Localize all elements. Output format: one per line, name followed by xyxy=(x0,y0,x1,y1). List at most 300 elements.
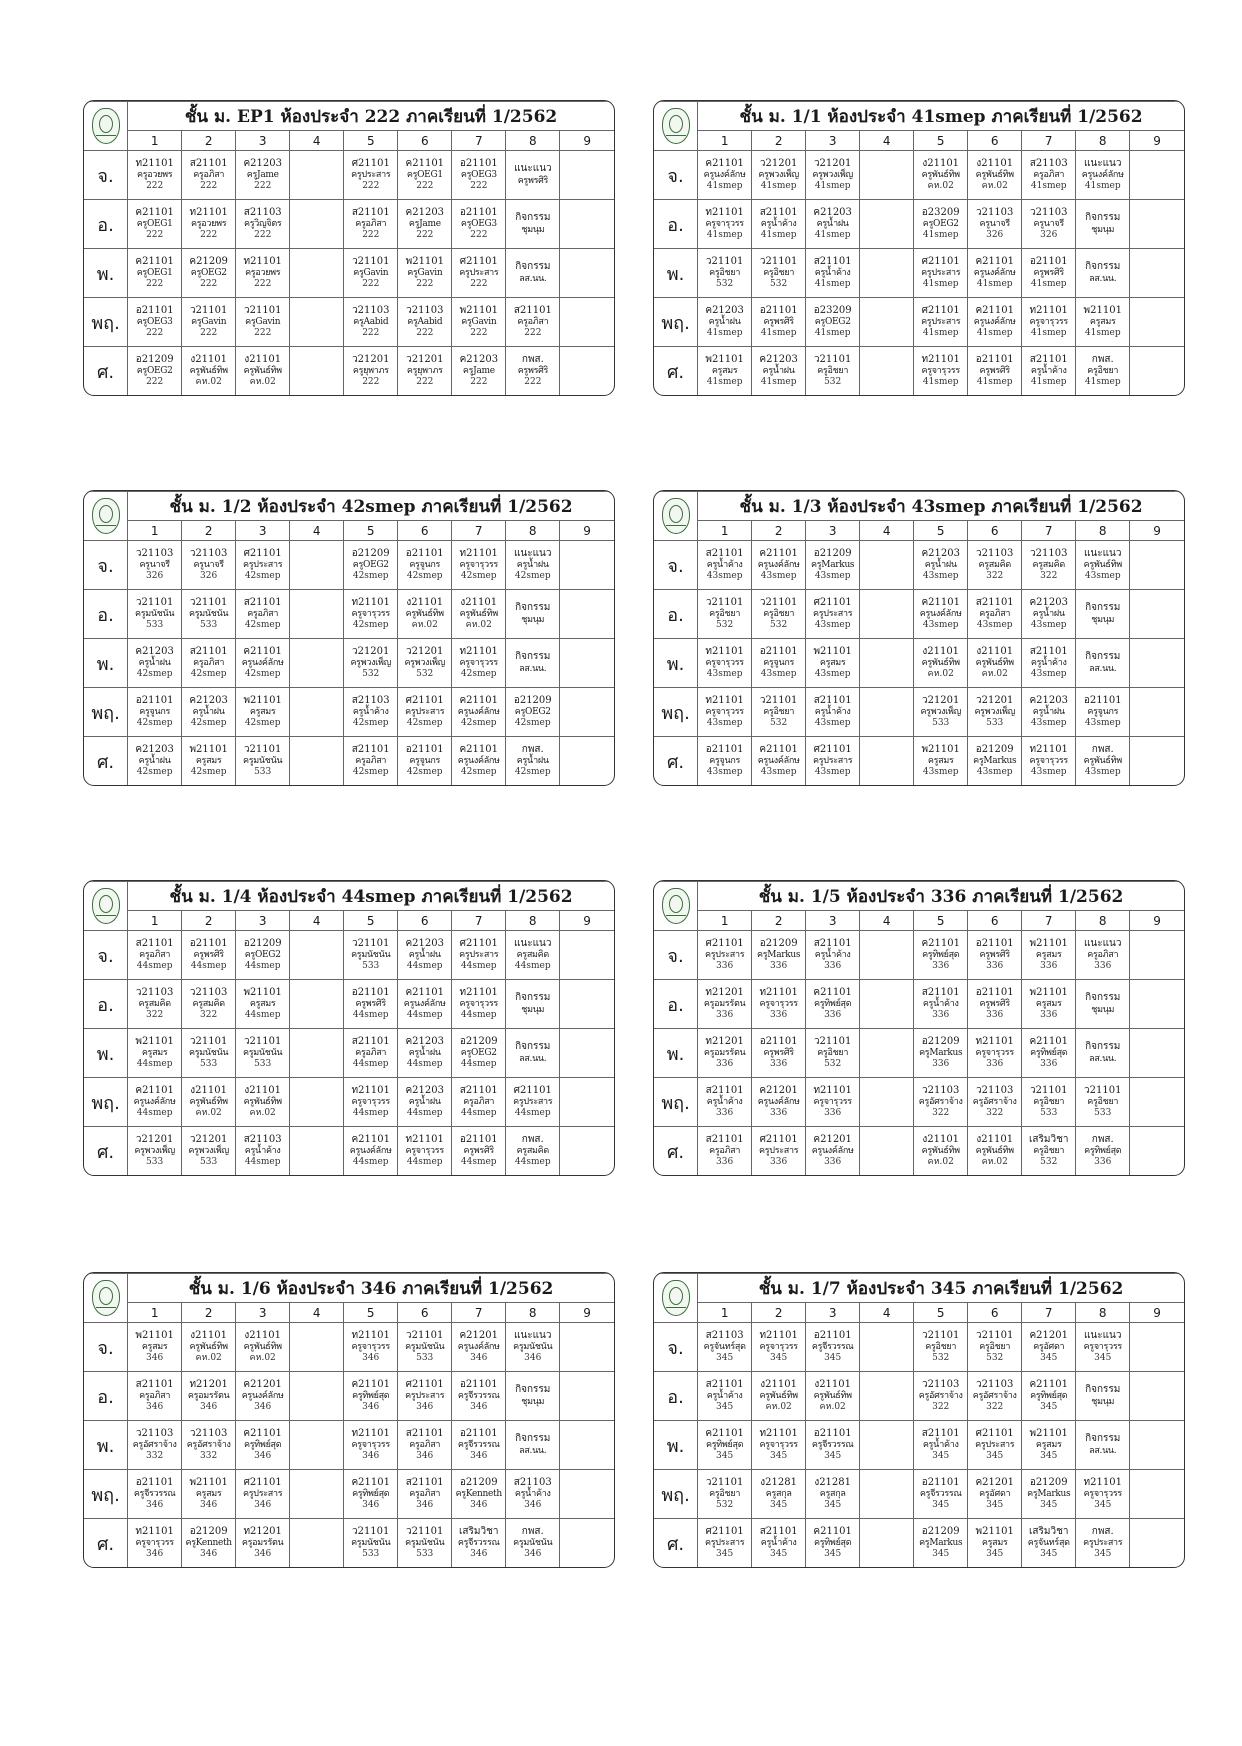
day-row xyxy=(654,737,1184,786)
schedule-cell xyxy=(914,737,968,786)
subject-code: แนะแนว xyxy=(1083,937,1122,949)
schedule-cell xyxy=(398,1127,452,1176)
period-header: 8 xyxy=(1076,131,1130,151)
period-header: 3 xyxy=(236,521,290,541)
room-number: 322 xyxy=(986,1402,1004,1413)
teacher-name: ครูอิชยา xyxy=(1033,1146,1065,1156)
schedule-cell xyxy=(344,737,398,786)
room-number: 43smep xyxy=(706,669,743,680)
schedule-cell xyxy=(1130,347,1184,396)
room-number: 322 xyxy=(986,1108,1004,1119)
room-number: 44smep xyxy=(244,1157,281,1168)
period-header: 4 xyxy=(860,1303,914,1323)
schedule-cell xyxy=(290,541,344,590)
subject-code: ค21203 xyxy=(921,547,960,559)
room-number: 43smep xyxy=(706,571,743,582)
room-number: 533 xyxy=(146,620,164,631)
teacher-name: ครูนงค์ลักษ xyxy=(811,1146,854,1156)
subject-code: ค21201 xyxy=(759,1084,798,1096)
period-header: 4 xyxy=(860,911,914,931)
schedule-cell xyxy=(236,1078,290,1127)
subject-code: ค21101 xyxy=(1029,1035,1068,1047)
teacher-name: ครูOEG2 xyxy=(136,366,173,376)
subject-code: ว21103 xyxy=(189,986,228,998)
teacher-name: ครูนงค์ลักษ xyxy=(973,268,1016,278)
schedule-cell xyxy=(290,298,344,347)
room-number: 41smep xyxy=(706,181,743,192)
teacher-name: ครูจารุวรร xyxy=(405,1146,444,1156)
subject-code: ท21101 xyxy=(1029,743,1068,755)
schedule-cell xyxy=(452,200,506,249)
room-number: 532 xyxy=(986,1353,1004,1364)
schedule-cell xyxy=(752,639,806,688)
room-number: 222 xyxy=(362,328,380,339)
subject-code: ศ21101 xyxy=(921,255,960,267)
schedule-cell xyxy=(344,541,398,590)
subject-code: กิจกรรม xyxy=(515,602,551,614)
subject-code: ค21101 xyxy=(351,1378,390,1390)
schedule-cell xyxy=(752,1421,806,1470)
teacher-name: ครูพรศิริ xyxy=(355,999,386,1009)
schedule-cell xyxy=(1130,1029,1184,1078)
subject-code: ส21101 xyxy=(921,986,960,998)
teacher-name: ครูพรศิริ xyxy=(193,950,224,960)
subject-code: อ21101 xyxy=(759,645,798,657)
subject-code: ว21103 xyxy=(1030,206,1068,218)
schedule-cell xyxy=(968,688,1022,737)
subject-code: ท21101 xyxy=(459,986,498,998)
teacher-name: ครูนงค์ลักษ xyxy=(757,756,800,766)
subject-code: ค21101 xyxy=(135,1084,174,1096)
subject-code: ศ21101 xyxy=(405,1378,444,1390)
schedule-cell xyxy=(698,1519,752,1568)
schedule-cell xyxy=(1022,688,1076,737)
schedule-cell xyxy=(1022,590,1076,639)
subject-code: ส21101 xyxy=(243,596,282,608)
subject-code: ว21103 xyxy=(135,986,174,998)
room-number: 41smep xyxy=(706,328,743,339)
room-number: 42smep xyxy=(514,767,551,778)
subject-code: ท21101 xyxy=(975,1035,1014,1047)
room-number: 222 xyxy=(200,328,218,339)
subject-code: กิจกรรม xyxy=(1085,1384,1121,1396)
schedule-cell xyxy=(560,1470,614,1519)
schedule-cell xyxy=(914,931,968,980)
room-number: 42smep xyxy=(190,767,227,778)
subject-code: กิจกรรม xyxy=(1085,1041,1121,1053)
teacher-name: ครูสมร xyxy=(1035,1440,1062,1450)
schedule-cell xyxy=(182,249,236,298)
schedule-cell xyxy=(128,688,182,737)
schedule-cell xyxy=(968,151,1022,200)
teacher-name: ครูอิชยา xyxy=(1087,366,1119,376)
day-label: พ. xyxy=(84,1029,128,1078)
period-header: 2 xyxy=(182,911,236,931)
teacher-name: ครูสมร xyxy=(249,999,276,1009)
teacher-name: ครูจันทร์สุด xyxy=(703,1342,746,1352)
period-header: 7 xyxy=(1022,131,1076,151)
period-header: 8 xyxy=(1076,521,1130,541)
schedule-cell xyxy=(236,737,290,786)
schedule-cell xyxy=(1130,541,1184,590)
schedule-table xyxy=(654,1273,1184,1567)
teacher-name: ครูจารุวรร xyxy=(813,1097,852,1107)
day-label: ศ. xyxy=(84,1127,128,1176)
day-row xyxy=(654,688,1184,737)
schedule-cell xyxy=(860,980,914,1029)
teacher-name: ครูน้ำฝน xyxy=(408,1048,441,1058)
teacher-name: ครูสมร xyxy=(711,366,738,376)
subject-code: ง21101 xyxy=(976,1133,1014,1145)
teacher-name: ครูน้ำฝน xyxy=(1032,609,1065,619)
school-logo-cell xyxy=(654,882,698,931)
teacher-name: ครูประสาร xyxy=(405,1391,445,1401)
subject-code: ว21103 xyxy=(975,1378,1014,1390)
room-number: 346 xyxy=(416,1500,434,1511)
schedule-title: ชั้น ม. 1/1 ห้องประจำ 41smep ภาคเรียนที่ 1/2562 xyxy=(698,102,1184,131)
subject-code: ส21101 xyxy=(1029,645,1068,657)
room-number: 346 xyxy=(362,1451,380,1462)
schedule-cell xyxy=(344,688,398,737)
schedule-cell xyxy=(182,737,236,786)
subject-code: ท21101 xyxy=(351,1329,390,1341)
subject-code: ว21103 xyxy=(135,547,174,559)
teacher-name: ครูOEG2 xyxy=(352,560,389,570)
room-number: 336 xyxy=(716,1157,734,1168)
teacher-name: ครูน้ำค้าง xyxy=(706,1097,743,1107)
teacher-name: ครูGavin xyxy=(407,268,443,278)
school-logo-cell xyxy=(654,492,698,541)
room-number: 222 xyxy=(362,377,380,388)
teacher-name: ครูสกุล xyxy=(819,1489,846,1499)
teacher-name: ครูน้ำค้าง xyxy=(706,1391,743,1401)
teacher-name: ครูจารุวรร xyxy=(459,999,498,1009)
teacher-name: ครูOEG2 xyxy=(514,707,551,717)
room-number: 222 xyxy=(524,328,542,339)
schedule-cell xyxy=(1076,737,1130,786)
room-number: 345 xyxy=(932,1451,950,1462)
schedule-cell xyxy=(290,980,344,1029)
subject-code: ง21101 xyxy=(922,645,960,657)
period-header: 9 xyxy=(1130,1303,1184,1323)
subject-code: กิจกรรม xyxy=(1085,992,1121,1004)
room-number: 42smep xyxy=(352,620,389,631)
schedule-table xyxy=(84,881,614,1175)
schedule-cell xyxy=(506,1078,560,1127)
schedule-cell xyxy=(806,980,860,1029)
subject-code: ท21101 xyxy=(759,986,798,998)
schedule-cell xyxy=(914,1470,968,1519)
room-number: 346 xyxy=(362,1353,380,1364)
room-number: 43smep xyxy=(922,571,959,582)
day-label: ศ. xyxy=(654,1127,698,1176)
subject-code: ท21101 xyxy=(705,645,744,657)
schedule-cell xyxy=(806,931,860,980)
room-number: 42smep xyxy=(136,767,173,778)
room-number: 44smep xyxy=(244,1010,281,1021)
room-number: 345 xyxy=(716,1353,734,1364)
room-number: คห.02 xyxy=(981,1157,1008,1168)
schedule-cell xyxy=(398,151,452,200)
teacher-name: ครูMarkus xyxy=(757,950,801,960)
period-header: 3 xyxy=(236,911,290,931)
schedule-cell xyxy=(1076,151,1130,200)
teacher-name: ครูอภิสา xyxy=(139,950,171,960)
teacher-name: ครูสกุล xyxy=(765,1489,792,1499)
room-number: 346 xyxy=(416,1402,434,1413)
period-header: 3 xyxy=(806,911,860,931)
teacher-name: ครูประสาร xyxy=(513,1097,553,1107)
teacher-name: ครูพรศิริ xyxy=(763,317,794,327)
room-number: 41smep xyxy=(1030,328,1067,339)
subject-code: ว21201 xyxy=(759,157,798,169)
schedule-cell xyxy=(128,151,182,200)
schedule-cell xyxy=(698,1127,752,1176)
teacher-name: ครูอภิสา xyxy=(979,609,1011,619)
subject-code: ค21101 xyxy=(921,596,960,608)
teacher-name: ครูนงค์ลักษ xyxy=(241,1391,284,1401)
subject-code: ค21101 xyxy=(705,157,744,169)
room-number: 43smep xyxy=(760,767,797,778)
schedule-cell xyxy=(806,1029,860,1078)
teacher-name: ครูอภิสา xyxy=(1087,950,1119,960)
schedule-cell xyxy=(344,200,398,249)
teacher-name: ครูพันธ์ทิพ xyxy=(405,609,444,619)
room-number: 336 xyxy=(716,961,734,972)
subject-code: อ21101 xyxy=(759,1035,798,1047)
schedule-cell xyxy=(182,347,236,396)
room-number: 42smep xyxy=(190,669,227,680)
room-number: 44smep xyxy=(460,961,497,972)
schedule-cell xyxy=(752,1323,806,1372)
room-number: 346 xyxy=(470,1402,488,1413)
teacher-name: ครูพรศิริ xyxy=(979,950,1010,960)
subject-code: อ21101 xyxy=(975,353,1014,365)
schedule-cell xyxy=(806,639,860,688)
subject-code: ว21201 xyxy=(352,353,390,365)
day-row xyxy=(654,1519,1184,1568)
teacher-name: ครูสมร xyxy=(1089,317,1116,327)
subject-code: อ21209 xyxy=(513,694,552,706)
teacher-name: ครูพวงเพ็ญ xyxy=(920,707,961,717)
subject-code: ค21203 xyxy=(813,206,852,218)
schedule-cell xyxy=(560,1029,614,1078)
schedule-cell xyxy=(452,1421,506,1470)
teacher-name: ครูอัศราจ้าง xyxy=(972,1391,1017,1401)
room-number: 532 xyxy=(716,620,734,631)
schedule-cell xyxy=(752,1078,806,1127)
schedule-cell xyxy=(914,298,968,347)
schedule-cell xyxy=(236,1470,290,1519)
teacher-name: ครูนงค์ลักษ xyxy=(133,1097,176,1107)
schedule-cell xyxy=(1130,931,1184,980)
teacher-name: ครูน้ำฝน xyxy=(816,219,849,229)
room-number: 222 xyxy=(254,230,272,241)
subject-code: กิจกรรม xyxy=(515,1041,551,1053)
subject-code: ว21103 xyxy=(975,547,1014,559)
schedule-cell xyxy=(860,1078,914,1127)
subject-code: อ21101 xyxy=(405,547,444,559)
schedule-cell xyxy=(806,200,860,249)
subject-code: ศ21101 xyxy=(243,1476,282,1488)
schedule-cell xyxy=(344,1323,398,1372)
room-number: 533 xyxy=(362,1549,380,1560)
period-header: 3 xyxy=(236,131,290,151)
day-label: อ. xyxy=(84,1372,128,1421)
subject-code: พ21101 xyxy=(189,743,228,755)
room-number: 336 xyxy=(932,1059,950,1070)
period-header: 7 xyxy=(452,1303,506,1323)
teacher-name: ครูประสาร xyxy=(705,1538,745,1548)
schedule-cell xyxy=(560,1078,614,1127)
subject-code: ศ21101 xyxy=(459,937,498,949)
schedule-cell xyxy=(182,931,236,980)
period-header: 9 xyxy=(1130,911,1184,931)
teacher-name: ครูจารุวรร xyxy=(759,999,798,1009)
room-number: 42smep xyxy=(352,718,389,729)
subject-code: ค21101 xyxy=(813,1525,852,1537)
schedule-cell xyxy=(1022,1078,1076,1127)
room-number: 222 xyxy=(146,279,164,290)
subject-code: กพส. xyxy=(521,1525,544,1537)
schedule-cell xyxy=(182,1519,236,1568)
subject-code: ศ21101 xyxy=(813,596,852,608)
day-label: จ. xyxy=(654,541,698,590)
period-header: 6 xyxy=(398,911,452,931)
subject-code: ท21101 xyxy=(1029,304,1068,316)
room-number: 43smep xyxy=(814,718,851,729)
subject-code: ส21101 xyxy=(189,157,228,169)
subject-code: อ21101 xyxy=(459,1133,498,1145)
room-number: 345 xyxy=(1040,1451,1058,1462)
teacher-name: ครูน้ำฝน xyxy=(762,366,795,376)
schedule-cell xyxy=(1022,151,1076,200)
period-header: 1 xyxy=(128,131,182,151)
subject-code: ท21101 xyxy=(813,1084,852,1096)
room-number: 322 xyxy=(200,1010,218,1021)
day-label: จ. xyxy=(84,151,128,200)
room-number: 336 xyxy=(1094,961,1112,972)
room-number: 532 xyxy=(716,279,734,290)
teacher-name: ครูมนัชนัน xyxy=(405,1342,445,1352)
subject-code: ท21101 xyxy=(243,255,282,267)
subject-code: ค21101 xyxy=(459,743,498,755)
schedule-cell xyxy=(1076,1078,1130,1127)
schedule-cell xyxy=(752,1470,806,1519)
room-number: 336 xyxy=(932,961,950,972)
period-header: 5 xyxy=(914,521,968,541)
schedule-cell xyxy=(506,639,560,688)
room-number: 532 xyxy=(770,620,788,631)
school-logo-cell xyxy=(84,1274,128,1323)
room-number: 44smep xyxy=(136,1059,173,1070)
schedule-cell xyxy=(752,737,806,786)
room-number: 346 xyxy=(254,1451,272,1462)
teacher-name: ครูน้ำค้าง xyxy=(514,1489,551,1499)
schedule-cell xyxy=(968,931,1022,980)
schedule-cell xyxy=(698,639,752,688)
schedule-cell xyxy=(344,1372,398,1421)
subject-code: ส21103 xyxy=(705,1329,744,1341)
room-number: 336 xyxy=(770,1059,788,1070)
schedule-cell xyxy=(506,1323,560,1372)
schedule-cell xyxy=(968,298,1022,347)
subject-code: ศ21101 xyxy=(459,255,498,267)
teacher-name: ครูพรศิริ xyxy=(1033,268,1064,278)
subject-code: พ21101 xyxy=(813,645,852,657)
subject-code: ส21101 xyxy=(513,304,552,316)
teacher-name: ครูน้ำฝน xyxy=(138,756,171,766)
subject-code: ส21101 xyxy=(405,1476,444,1488)
schedule-cell xyxy=(698,590,752,639)
schedule-cell xyxy=(344,931,398,980)
teacher-name: ครูสมร xyxy=(141,1048,168,1058)
schedule-cell xyxy=(398,737,452,786)
schedule-cell xyxy=(860,931,914,980)
room-number: คห.02 xyxy=(249,1108,276,1119)
schedule-cell xyxy=(290,1421,344,1470)
schedule-cell xyxy=(698,1078,752,1127)
teacher-name: ครูนงค์ลักษ xyxy=(457,756,500,766)
schedule-cell xyxy=(560,980,614,1029)
subject-code: ท21101 xyxy=(405,1133,444,1145)
day-label: พฤ. xyxy=(654,298,698,347)
school-emblem-icon xyxy=(662,888,690,924)
subject-code: อ21209 xyxy=(351,547,390,559)
room-number: 42smep xyxy=(352,571,389,582)
room-number: 44smep xyxy=(460,1157,497,1168)
schedule-cell xyxy=(506,1421,560,1470)
room-number: 44smep xyxy=(136,961,173,972)
subject-code: เสริมวิชา xyxy=(1028,1133,1069,1145)
schedule-cell xyxy=(1022,1127,1076,1176)
teacher-name: ชุมนุม xyxy=(1091,224,1115,235)
teacher-name: ครูน้ำฝน xyxy=(138,658,171,668)
subject-code: ง21281 xyxy=(814,1476,852,1488)
subject-code: ศ21101 xyxy=(243,547,282,559)
teacher-name: ครูจารุวรร xyxy=(975,1048,1014,1058)
room-number: 44smep xyxy=(190,961,227,972)
schedule-cell xyxy=(968,1029,1022,1078)
schedule-cell xyxy=(1076,639,1130,688)
room-number: 336 xyxy=(1094,1157,1112,1168)
room-number: 222 xyxy=(416,328,434,339)
teacher-name: ครูมนัชนัน xyxy=(405,1538,445,1548)
schedule-table xyxy=(84,101,614,395)
teacher-name: ครูจีรวรรณ xyxy=(457,1440,500,1450)
schedule-cell xyxy=(698,1323,752,1372)
subject-code: พ21101 xyxy=(135,1035,174,1047)
subject-code: ท21201 xyxy=(705,1035,744,1047)
schedule-cell xyxy=(752,1519,806,1568)
teacher-name: ครูอภิสา xyxy=(517,317,549,327)
room-number: 336 xyxy=(932,1010,950,1021)
schedule-cell xyxy=(236,249,290,298)
subject-code: ว21101 xyxy=(975,1329,1014,1341)
subject-code: ง21101 xyxy=(244,1329,282,1341)
schedule-cell xyxy=(968,541,1022,590)
teacher-name: ครูอภิสา xyxy=(193,170,225,180)
subject-code: ค21203 xyxy=(189,694,228,706)
subject-code: ส21101 xyxy=(459,1084,498,1096)
subject-code: ท21201 xyxy=(705,986,744,998)
teacher-name: ครูอิชยา xyxy=(763,609,795,619)
schedule-cell xyxy=(698,541,752,590)
subject-code: ว21103 xyxy=(189,1427,228,1439)
room-number: 345 xyxy=(1040,1353,1058,1364)
room-number: 533 xyxy=(362,961,380,972)
room-number: 41smep xyxy=(814,279,851,290)
